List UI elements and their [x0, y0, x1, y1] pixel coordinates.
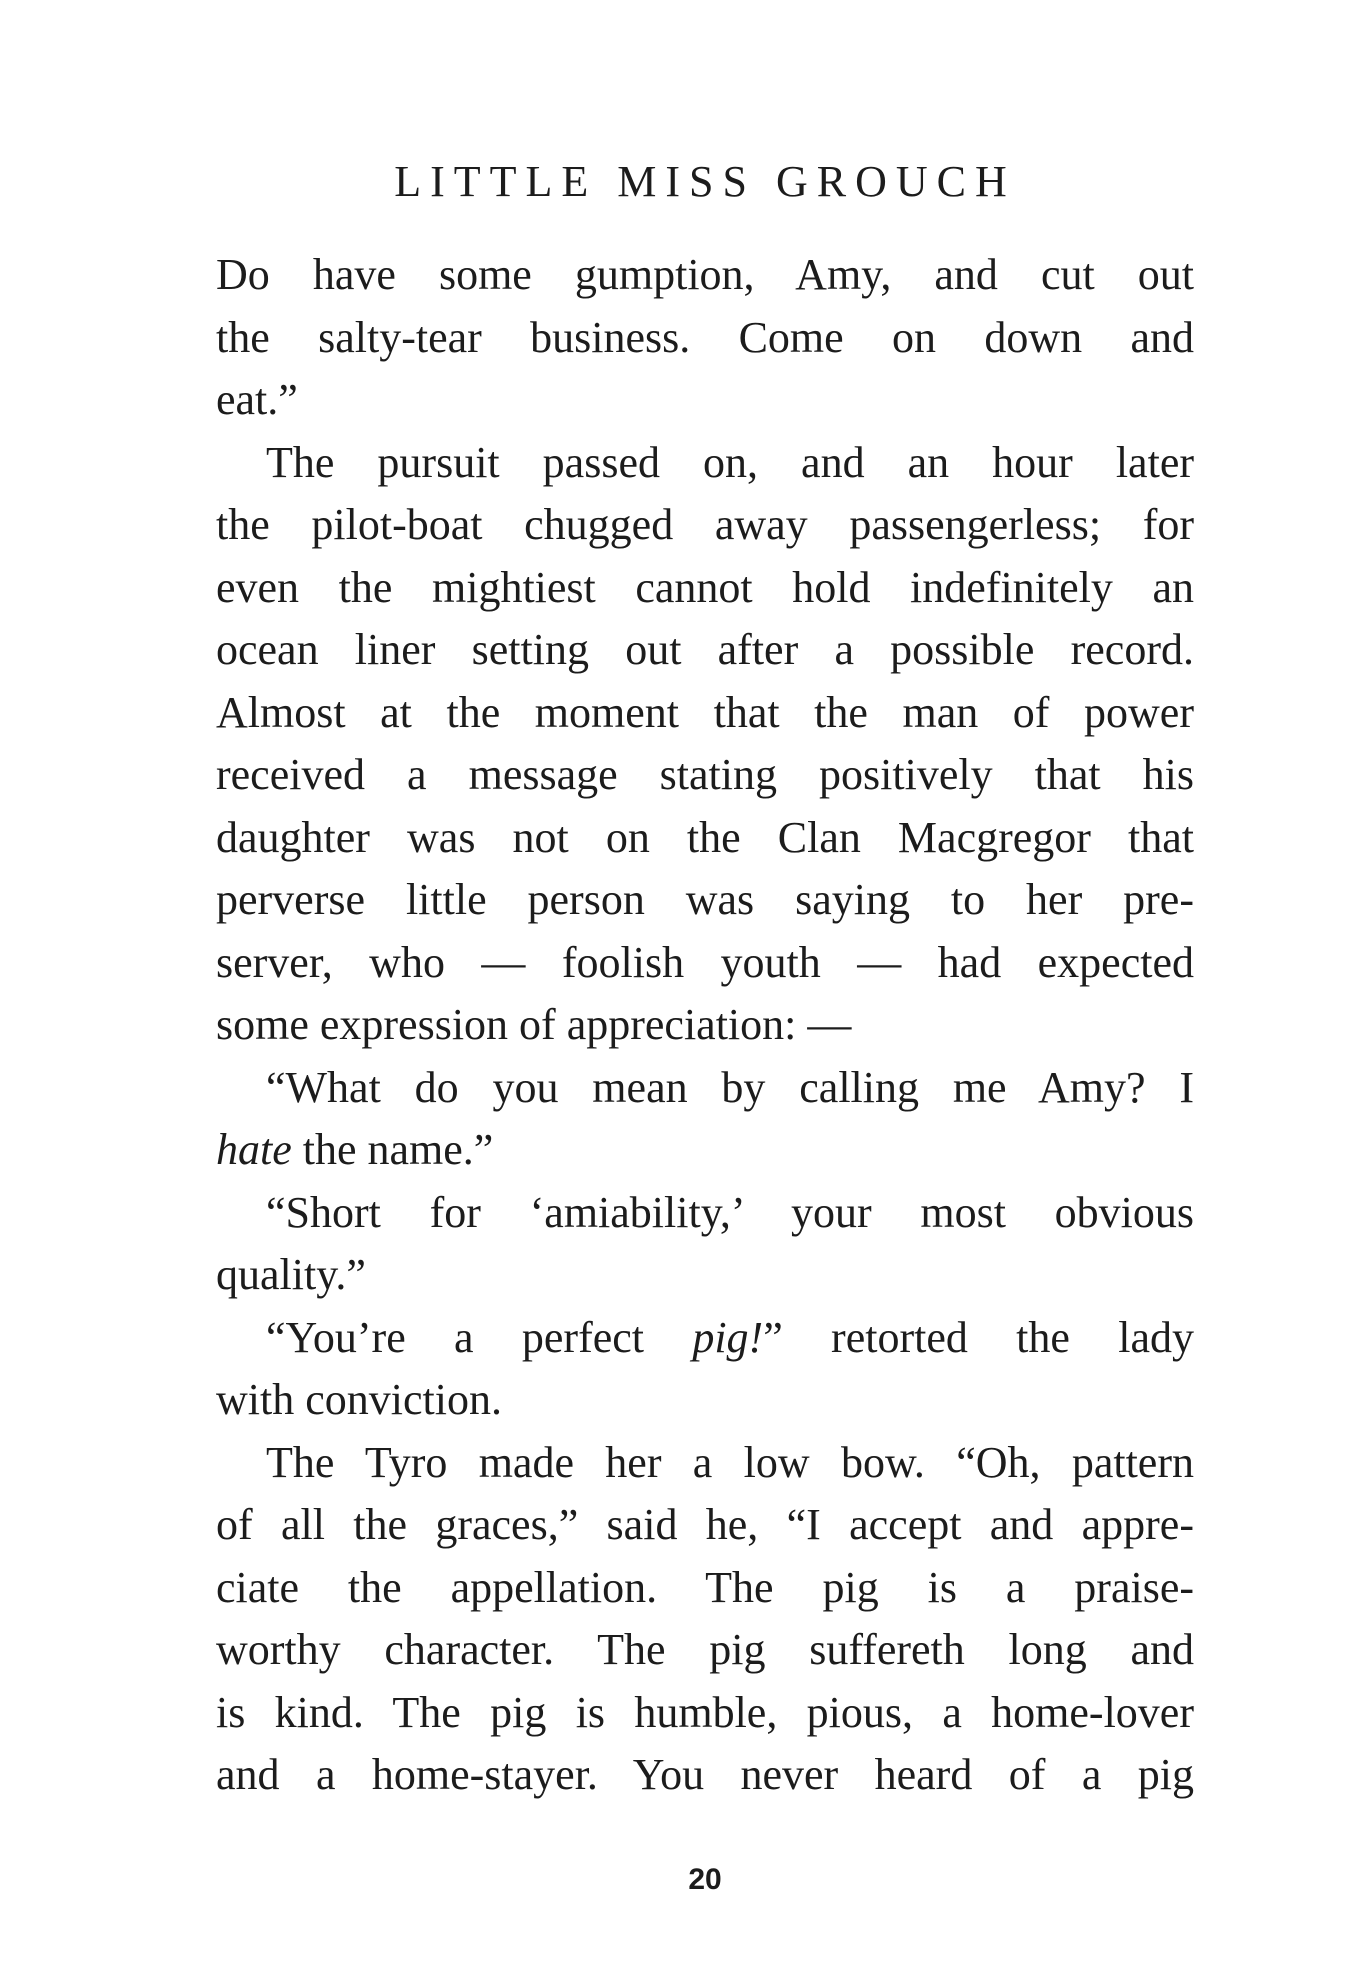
text-segment: “You’re a perfect	[266, 1312, 693, 1362]
text-line: “Short for ‘amiability,’ your most obvious	[266, 1187, 1194, 1237]
text-line: The pursuit passed on, and an hour later	[266, 437, 1194, 487]
text-line: quality.”	[216, 1250, 366, 1299]
text-line: ciate the appellation. The pig is a praise-	[216, 1562, 1194, 1612]
text-line: Do have some gumption, Amy, and cut out	[216, 250, 1194, 299]
text-line: Almost at the moment that the man of power	[216, 687, 1194, 737]
text-line: The Tyro made her a low bow. “Oh, pattern	[266, 1437, 1194, 1487]
text-line: and a home-stayer. You never heard of a pig	[216, 1750, 1194, 1799]
text-line: some expression of appreciation: —	[216, 1000, 852, 1049]
text-line	[216, 1119, 1194, 1182]
italic-word: hate	[216, 1125, 292, 1174]
text-line: even the mightiest cannot hold indefinitely an	[216, 562, 1194, 612]
text-line: is kind. The pig is humble, pious, a home-lover	[216, 1687, 1194, 1737]
page-number: 20	[688, 1863, 722, 1896]
text-line: server, who — foolish youth — had expected	[216, 937, 1194, 987]
text-segment: the name.”	[291, 1125, 494, 1174]
text-segment: ” retorted the lady	[763, 1312, 1194, 1362]
text-line: eat.”	[216, 375, 298, 424]
text-line: “What do you mean by calling me Amy? I	[266, 1062, 1194, 1112]
text-line: perverse little person was saying to her pre-	[216, 875, 1194, 924]
italic-word: pig!	[692, 1312, 764, 1362]
text-line: with conviction.	[216, 1375, 502, 1424]
text-line: the salty-tear business. Come on down and	[216, 312, 1194, 362]
text-line: of all the graces,” said he, “I accept and appre-	[216, 1500, 1194, 1549]
running-head: LITTLE MISS GROUCH	[394, 157, 1016, 206]
text-line: received a message stating positively that his	[216, 750, 1194, 799]
text-line: worthy character. The pig suffereth long and	[216, 1625, 1194, 1674]
body-text	[216, 244, 1194, 1807]
text-line: ocean liner setting out after a possible record.	[216, 625, 1194, 674]
text-line: the pilot-boat chugged away passengerless; for	[216, 500, 1194, 549]
text-line: daughter was not on the Clan Macgregor that	[216, 812, 1194, 862]
text-line	[216, 1307, 1194, 1370]
